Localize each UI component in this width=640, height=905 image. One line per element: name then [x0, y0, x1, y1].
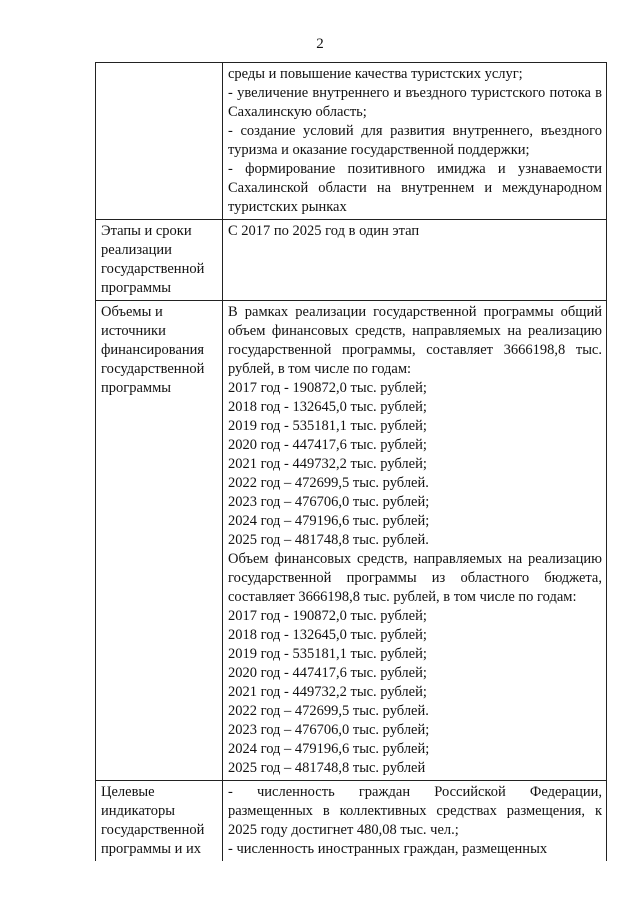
row-label: Объемы и источники финансирования государственной программы	[96, 301, 223, 781]
table-row	[96, 301, 607, 781]
text-line: - численность граждан Российской Федерации, размещенных в коллективных средствах размещения, к 2025 году достигнет 480,08 тыс. чел.;	[228, 784, 602, 838]
row-content	[223, 301, 607, 781]
row-label: Этапы и сроки реализации государственной программы	[96, 220, 223, 301]
row-content	[223, 63, 607, 220]
text-line: 2025 год – 481748,8 тыс. рублей	[228, 760, 426, 776]
text-line: 2023 год – 476706,0 тыс. рублей;	[228, 722, 430, 738]
text-line: 2021 год - 449732,2 тыс. рублей;	[228, 684, 427, 700]
text-line: 2019 год - 535181,1 тыс. рублей;	[228, 418, 427, 434]
text-line: С 2017 по 2025 год в один этап	[228, 223, 420, 239]
row-content	[223, 220, 607, 301]
text-line: среды и повышение качества туристских услуг;	[228, 66, 523, 82]
text-line: 2020 год - 447417,6 тыс. рублей;	[228, 665, 427, 681]
text-line: 2017 год - 190872,0 тыс. рублей;	[228, 608, 427, 624]
text-line: - увеличение внутреннего и въездного туристского потока в Сахалинскую область;	[228, 85, 602, 120]
table-row	[96, 220, 607, 301]
row-content	[223, 781, 607, 862]
row-label: Целевые индикаторы государственной программы и их	[96, 781, 223, 862]
table-row	[96, 781, 607, 862]
text-line: 2021 год - 449732,2 тыс. рублей;	[228, 456, 427, 472]
text-line: - численность иностранных граждан, размещенных	[228, 841, 548, 857]
table-row	[96, 63, 607, 220]
text-line: - формирование позитивного имиджа и узнаваемости Сахалинской области на внутреннем и международном туристских рынках	[228, 161, 602, 215]
text-line: 2022 год – 472699,5 тыс. рублей.	[228, 703, 429, 719]
text-line: 2024 год – 479196,6 тыс. рублей;	[228, 513, 430, 529]
text-line: - создание условий для развития внутреннего, въездного туризма и оказание государственной поддержки;	[228, 123, 602, 158]
text-line: 2024 год – 479196,6 тыс. рублей;	[228, 741, 430, 757]
text-line: Объем финансовых средств, направляемых на реализацию государственной программы из областного бюджета, составляет 3666198,8 тыс. рублей, в том числе по годам:	[228, 551, 602, 605]
text-line: В рамках реализации государственной программы общий объем финансовых средств, направляемых на реализацию государственной программы, составляет 3666198,8 тыс. рублей, в том числе по годам:	[228, 304, 602, 377]
text-line: 2022 год – 472699,5 тыс. рублей.	[228, 475, 429, 491]
text-line: 2023 год – 476706,0 тыс. рублей;	[228, 494, 430, 510]
text-line: 2020 год - 447417,6 тыс. рублей;	[228, 437, 427, 453]
text-line: 2017 год - 190872,0 тыс. рублей;	[228, 380, 427, 396]
text-line: 2018 год - 132645,0 тыс. рублей;	[228, 399, 427, 415]
page-number: 2	[316, 36, 324, 52]
text-line: 2025 год – 481748,8 тыс. рублей.	[228, 532, 429, 548]
row-label	[96, 63, 223, 220]
text-line: 2018 год - 132645,0 тыс. рублей;	[228, 627, 427, 643]
text-line: 2019 год - 535181,1 тыс. рублей;	[228, 646, 427, 662]
program-passport-table	[95, 62, 607, 861]
